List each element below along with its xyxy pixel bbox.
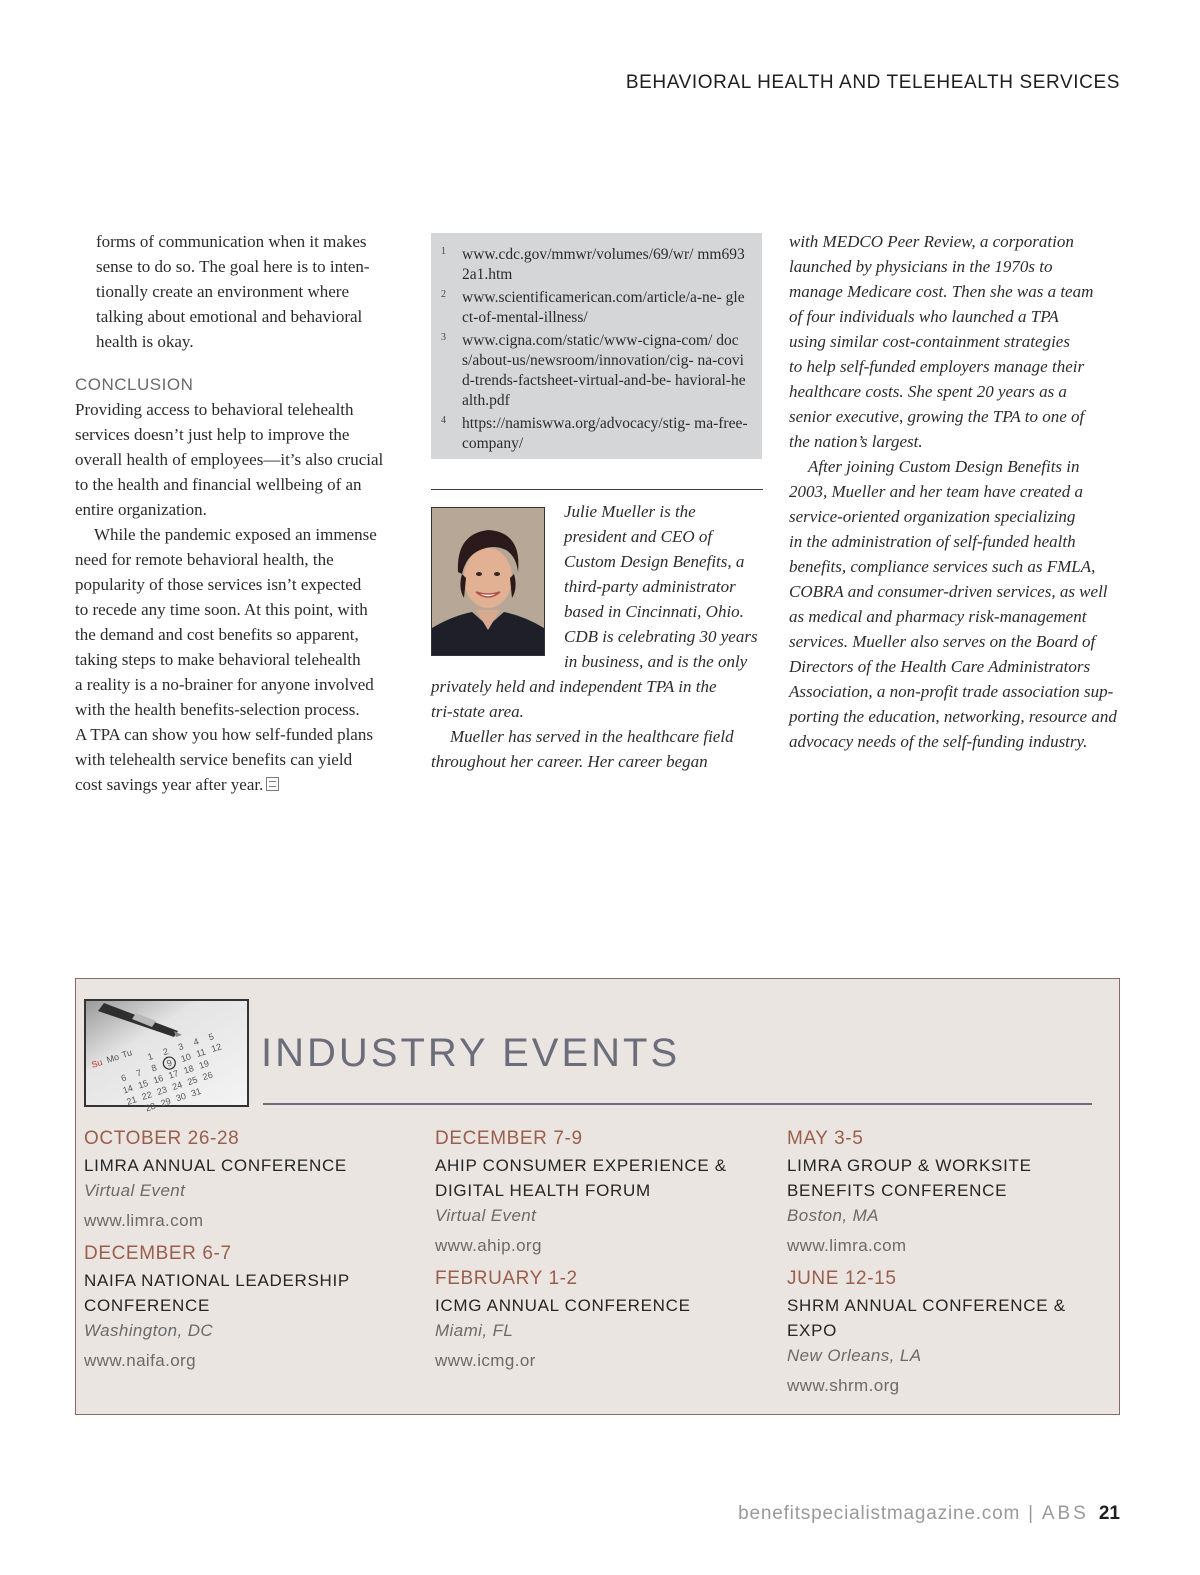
cal-number: 9: [165, 1057, 174, 1069]
text-line: porting the education, networking, resource and: [789, 707, 1117, 726]
event-date: FEBRUARY 1-2: [435, 1268, 578, 1289]
text-line: sense to do so. The goal here is to inten-: [96, 257, 370, 276]
reference-item: [441, 288, 748, 328]
text-line: Association, a non-profit trade association sup-: [789, 682, 1114, 701]
event-date: JUNE 12-15: [787, 1268, 897, 1289]
event-date: DECEMBER 7-9: [435, 1128, 583, 1149]
column-3: [789, 229, 1125, 754]
text-line: privately held and independent TPA in the: [431, 677, 717, 696]
text-line: with MEDCO Peer Review, a corporation: [789, 232, 1074, 251]
page-footer: [738, 1503, 1120, 1525]
column-1: [75, 229, 410, 797]
cal-number: 24: [170, 1079, 184, 1093]
text-line: tionally create an environment where: [96, 282, 349, 301]
cal-number: 17: [167, 1068, 180, 1081]
reference-number: 4: [441, 415, 446, 426]
text-line: throughout her career. Her career began: [431, 752, 708, 771]
industry-events-box: [75, 978, 1120, 1415]
bio-continued-paragraph-1: [789, 229, 1125, 454]
events-title-rule: [263, 1103, 1092, 1105]
event-name: BENEFITS CONFERENCE: [787, 1181, 1008, 1200]
event-date: OCTOBER 26-28: [84, 1128, 240, 1149]
footer-publication: ABS: [1041, 1503, 1089, 1524]
page-number: 21: [1098, 1503, 1120, 1524]
event-name: DIGITAL HEALTH FORUM: [435, 1181, 651, 1200]
author-bio: [431, 499, 766, 774]
event-link[interactable]: www.limra.com: [84, 1211, 204, 1230]
references-box: [431, 233, 762, 459]
cal-number: 6: [119, 1072, 128, 1084]
event-name: CONFERENCE: [84, 1296, 211, 1315]
text-line: Directors of the Health Care Administrators: [789, 657, 1091, 676]
cal-number: 5: [207, 1031, 216, 1043]
reference-number: 3: [441, 332, 446, 343]
event-item: [84, 1125, 414, 1233]
cal-number: 10: [179, 1051, 193, 1064]
event-link[interactable]: www.icmg.or: [435, 1351, 536, 1370]
reference-link[interactable]: https://namiswwa.org/advocacy/stig- ma-free-company/: [462, 415, 748, 452]
text-line: services. Mueller also serves on the Board of: [789, 632, 1096, 651]
cal-number: 14: [121, 1082, 135, 1096]
cal-number: 4: [192, 1036, 200, 1048]
text-line: president and CEO of: [564, 527, 713, 546]
text-line: tri-state area.: [431, 702, 524, 721]
text-line: advocacy needs of the self-funding industry.: [789, 732, 1088, 751]
event-date: MAY 3-5: [787, 1128, 864, 1149]
article-end-icon: [266, 777, 279, 791]
event-location: Virtual Event: [84, 1181, 186, 1200]
text-line: with telehealth service benefits can yield: [75, 750, 353, 769]
event-name: SHRM ANNUAL CONFERENCE & EXPO: [787, 1296, 1066, 1340]
cal-number: 30: [174, 1090, 188, 1104]
conclusion-paragraph-2: [75, 522, 410, 797]
cal-number: 25: [186, 1074, 199, 1088]
text-line: as medical and pharmacy risk-management: [789, 607, 1087, 626]
text-line: While the pandemic exposed an immense: [94, 525, 377, 544]
text-line: the demand and cost benefits so apparent,: [75, 625, 359, 644]
reference-item: [441, 245, 748, 285]
event-name: LIMRA GROUP & WORKSITE: [787, 1156, 1032, 1175]
text-line: service-oriented organization specializing: [789, 507, 1076, 526]
text-line: [75, 772, 410, 797]
text-line: to the health and financial wellbeing of an: [75, 475, 362, 494]
text-line: benefits, compliance services such as FMLA,: [789, 557, 1096, 576]
event-link[interactable]: www.ahip.org: [435, 1236, 542, 1255]
text-line: Julie Mueller is the: [564, 502, 696, 521]
cal-number: 23: [155, 1084, 169, 1097]
footer-separator: |: [1028, 1503, 1034, 1524]
text-line: CDB is celebrating 30 years: [564, 627, 758, 646]
text-line: After joining Custom Design Benefits in: [808, 457, 1080, 476]
cal-number: 28: [144, 1100, 157, 1114]
footer-site-link[interactable]: benefitspecialistmagazine.com: [738, 1503, 1021, 1524]
text-line: launched by physicians in the 1970s to: [789, 257, 1053, 276]
reference-item: [441, 331, 748, 411]
event-link[interactable]: www.limra.com: [787, 1236, 907, 1255]
cal-number: 18: [182, 1063, 196, 1076]
event-item: [435, 1265, 765, 1373]
cal-number: 26: [201, 1069, 214, 1083]
event-name: LIMRA ANNUAL CONFERENCE: [84, 1156, 347, 1175]
cal-number: 3: [176, 1041, 185, 1053]
text-line: with the health benefits-selection process.: [75, 700, 360, 719]
text-line: Mueller has served in the healthcare field: [450, 727, 734, 746]
cal-number: 12: [210, 1041, 223, 1055]
cal-number: 31: [189, 1085, 203, 1099]
text-line: taking steps to make behavioral telehealth: [75, 650, 361, 669]
text-line: the nation’s largest.: [789, 432, 923, 451]
text-line: COBRA and consumer-driven services, as well: [789, 582, 1108, 601]
cal-number: 11: [194, 1046, 207, 1060]
event-link[interactable]: www.naifa.org: [84, 1351, 196, 1370]
calendar-image: [84, 999, 249, 1114]
text-line: Providing access to behavioral telehealth: [75, 400, 354, 419]
text-line: popularity of those services isn’t expected: [75, 575, 362, 594]
event-name: NAIFA NATIONAL LEADERSHIP: [84, 1271, 350, 1290]
events-column-1: [84, 1125, 414, 1380]
text-line: a reality is a no-brainer for anyone involved: [75, 675, 374, 694]
event-item: [84, 1240, 414, 1373]
text-line-content: cost savings year after year.: [75, 775, 264, 794]
reference-number: 2: [441, 289, 446, 300]
event-location: Virtual Event: [435, 1206, 537, 1225]
text-line: based in Cincinnati, Ohio.: [564, 602, 744, 621]
cal-number: 15: [136, 1077, 150, 1091]
text-line: in business, and is the only: [564, 652, 748, 671]
text-line: in the administration of self-funded health: [789, 532, 1076, 551]
reference-link[interactable]: www.scientificamerican.com/article/a-ne- glect-of-mental-illness/: [462, 289, 745, 326]
text-line: healthcare costs. She spent 20 years as a: [789, 382, 1067, 401]
cal-day-label: Su: [90, 1057, 104, 1070]
text-line: health is okay.: [96, 332, 194, 351]
event-location: Miami, FL: [435, 1321, 514, 1340]
cal-number: 2: [161, 1046, 170, 1058]
text-line: A TPA can show you how self-funded plans: [75, 725, 373, 744]
cal-number: 8: [150, 1062, 159, 1074]
event-location: New Orleans, LA: [787, 1346, 922, 1365]
event-item: [435, 1125, 765, 1258]
text-line: to help self-funded employers manage their: [789, 357, 1085, 376]
text-line: need for remote behavioral health, the: [75, 550, 334, 569]
bullet-continuation: [75, 229, 410, 354]
events-column-2: [435, 1125, 765, 1380]
bio-continued-paragraph-2: [789, 454, 1125, 754]
text-line: of four individuals who launched a TPA: [789, 307, 1059, 326]
events-column-3: [787, 1125, 1117, 1405]
event-name: AHIP CONSUMER EXPERIENCE &: [435, 1156, 727, 1175]
conclusion-heading: CONCLUSION: [75, 375, 194, 394]
event-name: ICMG ANNUAL CONFERENCE: [435, 1296, 691, 1315]
cal-day-label: Mo: [105, 1051, 121, 1065]
text-line: third-party administrator: [564, 577, 736, 596]
cal-number: 22: [140, 1089, 154, 1102]
cal-number: 1: [146, 1051, 155, 1063]
event-date: DECEMBER 6-7: [84, 1243, 232, 1264]
text-line: senior executive, growing the TPA to one of: [789, 407, 1085, 426]
cal-number: 16: [151, 1072, 165, 1086]
reference-number: 1: [441, 246, 446, 257]
event-item: [787, 1265, 1117, 1398]
reference-item: [441, 414, 748, 454]
running-head: BEHAVIORAL HEALTH AND TELEHEALTH SERVICES: [625, 72, 1120, 93]
text-line: using similar cost-containment strategies: [789, 332, 1070, 351]
text-line: talking about emotional and behavioral: [96, 307, 363, 326]
event-link[interactable]: www.shrm.org: [787, 1376, 900, 1395]
events-title: INDUSTRY EVENTS: [261, 1031, 681, 1075]
cal-number: 29: [159, 1095, 173, 1109]
cal-number: 21: [125, 1094, 138, 1107]
cal-number: 19: [197, 1058, 211, 1071]
calendar-pen-icon: [86, 1001, 247, 1114]
reference-link[interactable]: www.cdc.gov/mmwr/volumes/69/wr/ mm6932a1.htm: [462, 246, 745, 283]
text-line: overall health of employees—it’s also crucial: [75, 450, 384, 469]
text-line: services doesn’t just help to improve the: [75, 425, 350, 444]
event-location: Washington, DC: [84, 1321, 214, 1340]
cal-number: 7: [134, 1067, 143, 1079]
event-location: Boston, MA: [787, 1206, 879, 1225]
text-line: 2003, Mueller and her team have created a: [789, 482, 1083, 501]
bio-divider: [431, 489, 763, 490]
text-line: Custom Design Benefits, a: [564, 552, 745, 571]
conclusion-paragraph-1: [75, 397, 410, 522]
text-line: entire organization.: [75, 500, 207, 519]
reference-link[interactable]: www.cigna.com/static/www-cigna-com/ docs/about-us/newsroom/innovation/cig- na-covid-trends-factsheet-virtual-and-be- havioral-health.pdf: [462, 332, 746, 409]
text-line: manage Medicare cost. Then she was a team: [789, 282, 1094, 301]
cal-day-label: Tu: [120, 1047, 134, 1061]
event-item: [787, 1125, 1117, 1258]
text-line: forms of communication when it makes: [96, 232, 367, 251]
text-line: to recede any time soon. At this point, with: [75, 600, 368, 619]
